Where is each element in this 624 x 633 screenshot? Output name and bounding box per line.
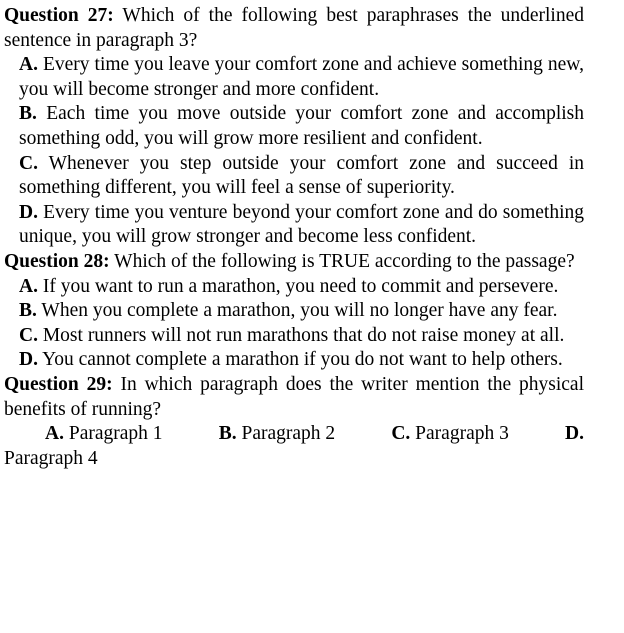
option-letter: B. bbox=[19, 300, 37, 322]
option-text: If you want to run a marathon, you need to commit and persevere. bbox=[42, 275, 559, 297]
option-text: Every time you venture beyond your comfort zone and do something unique, you will grow stronger and become less confident. bbox=[19, 201, 585, 248]
option-letter: A. bbox=[19, 275, 38, 297]
option-b bbox=[4, 102, 584, 151]
question-text: In which paragraph does the writer mention the physical benefits of running? bbox=[4, 373, 585, 420]
option-d-continuation bbox=[4, 447, 584, 472]
option-text: You cannot complete a marathon if you do not want to help others. bbox=[42, 349, 563, 371]
option-d bbox=[4, 201, 584, 250]
option-row bbox=[4, 422, 584, 447]
option-c bbox=[4, 152, 584, 201]
option-text: When you complete a marathon, you will no longer have any fear. bbox=[41, 300, 558, 322]
question-27 bbox=[4, 4, 584, 53]
option-a bbox=[4, 275, 584, 300]
option-letter: C. bbox=[19, 152, 38, 174]
option-letter: C. bbox=[391, 423, 411, 445]
option-letter: B. bbox=[19, 103, 37, 125]
option-letter: A. bbox=[45, 423, 64, 445]
question-label: Question 28: bbox=[4, 250, 110, 272]
option-letter: A. bbox=[19, 54, 38, 76]
cropped-top-edge bbox=[0, 0, 624, 4]
option-letter: D. bbox=[19, 349, 38, 371]
option-text: Each time you move outside your comfort zone and accomplish something odd, you will grow more resilient and confident. bbox=[19, 103, 585, 149]
option-c bbox=[391, 422, 509, 447]
option-d bbox=[4, 348, 584, 373]
option-b bbox=[4, 299, 584, 324]
option-letter: C. bbox=[19, 324, 38, 346]
option-a bbox=[4, 53, 584, 102]
option-text: Most runners will not run marathons that do not raise money at all. bbox=[42, 324, 565, 346]
option-text: Paragraph 4 bbox=[4, 447, 98, 469]
option-text: Paragraph 2 bbox=[241, 423, 336, 445]
question-label: Question 27: bbox=[4, 5, 114, 26]
question-28 bbox=[4, 250, 584, 275]
option-c bbox=[4, 324, 584, 349]
option-text: Every time you leave your comfort zone and achieve something new, you will become stronger and more confident. bbox=[19, 54, 585, 100]
option-d-letter-wrap bbox=[565, 422, 584, 447]
option-text: Paragraph 3 bbox=[415, 423, 509, 445]
question-list bbox=[4, 4, 584, 471]
question-29 bbox=[4, 373, 584, 422]
question-text: Which of the following best paraphrases the underlined sentence in paragraph 3? bbox=[4, 5, 584, 51]
option-a bbox=[45, 422, 163, 447]
option-letter: B. bbox=[218, 423, 237, 445]
option-b bbox=[219, 422, 335, 447]
option-text: Whenever you step outside your comfort zone and succeed in something different, you will feel a sense of superiority. bbox=[19, 152, 585, 199]
question-label: Question 29: bbox=[4, 373, 113, 395]
option-letter: D. bbox=[565, 423, 584, 445]
option-letter: D. bbox=[19, 201, 38, 223]
option-text: Paragraph 1 bbox=[68, 423, 163, 445]
question-text: Which of the following is TRUE according to the passage? bbox=[114, 250, 575, 272]
